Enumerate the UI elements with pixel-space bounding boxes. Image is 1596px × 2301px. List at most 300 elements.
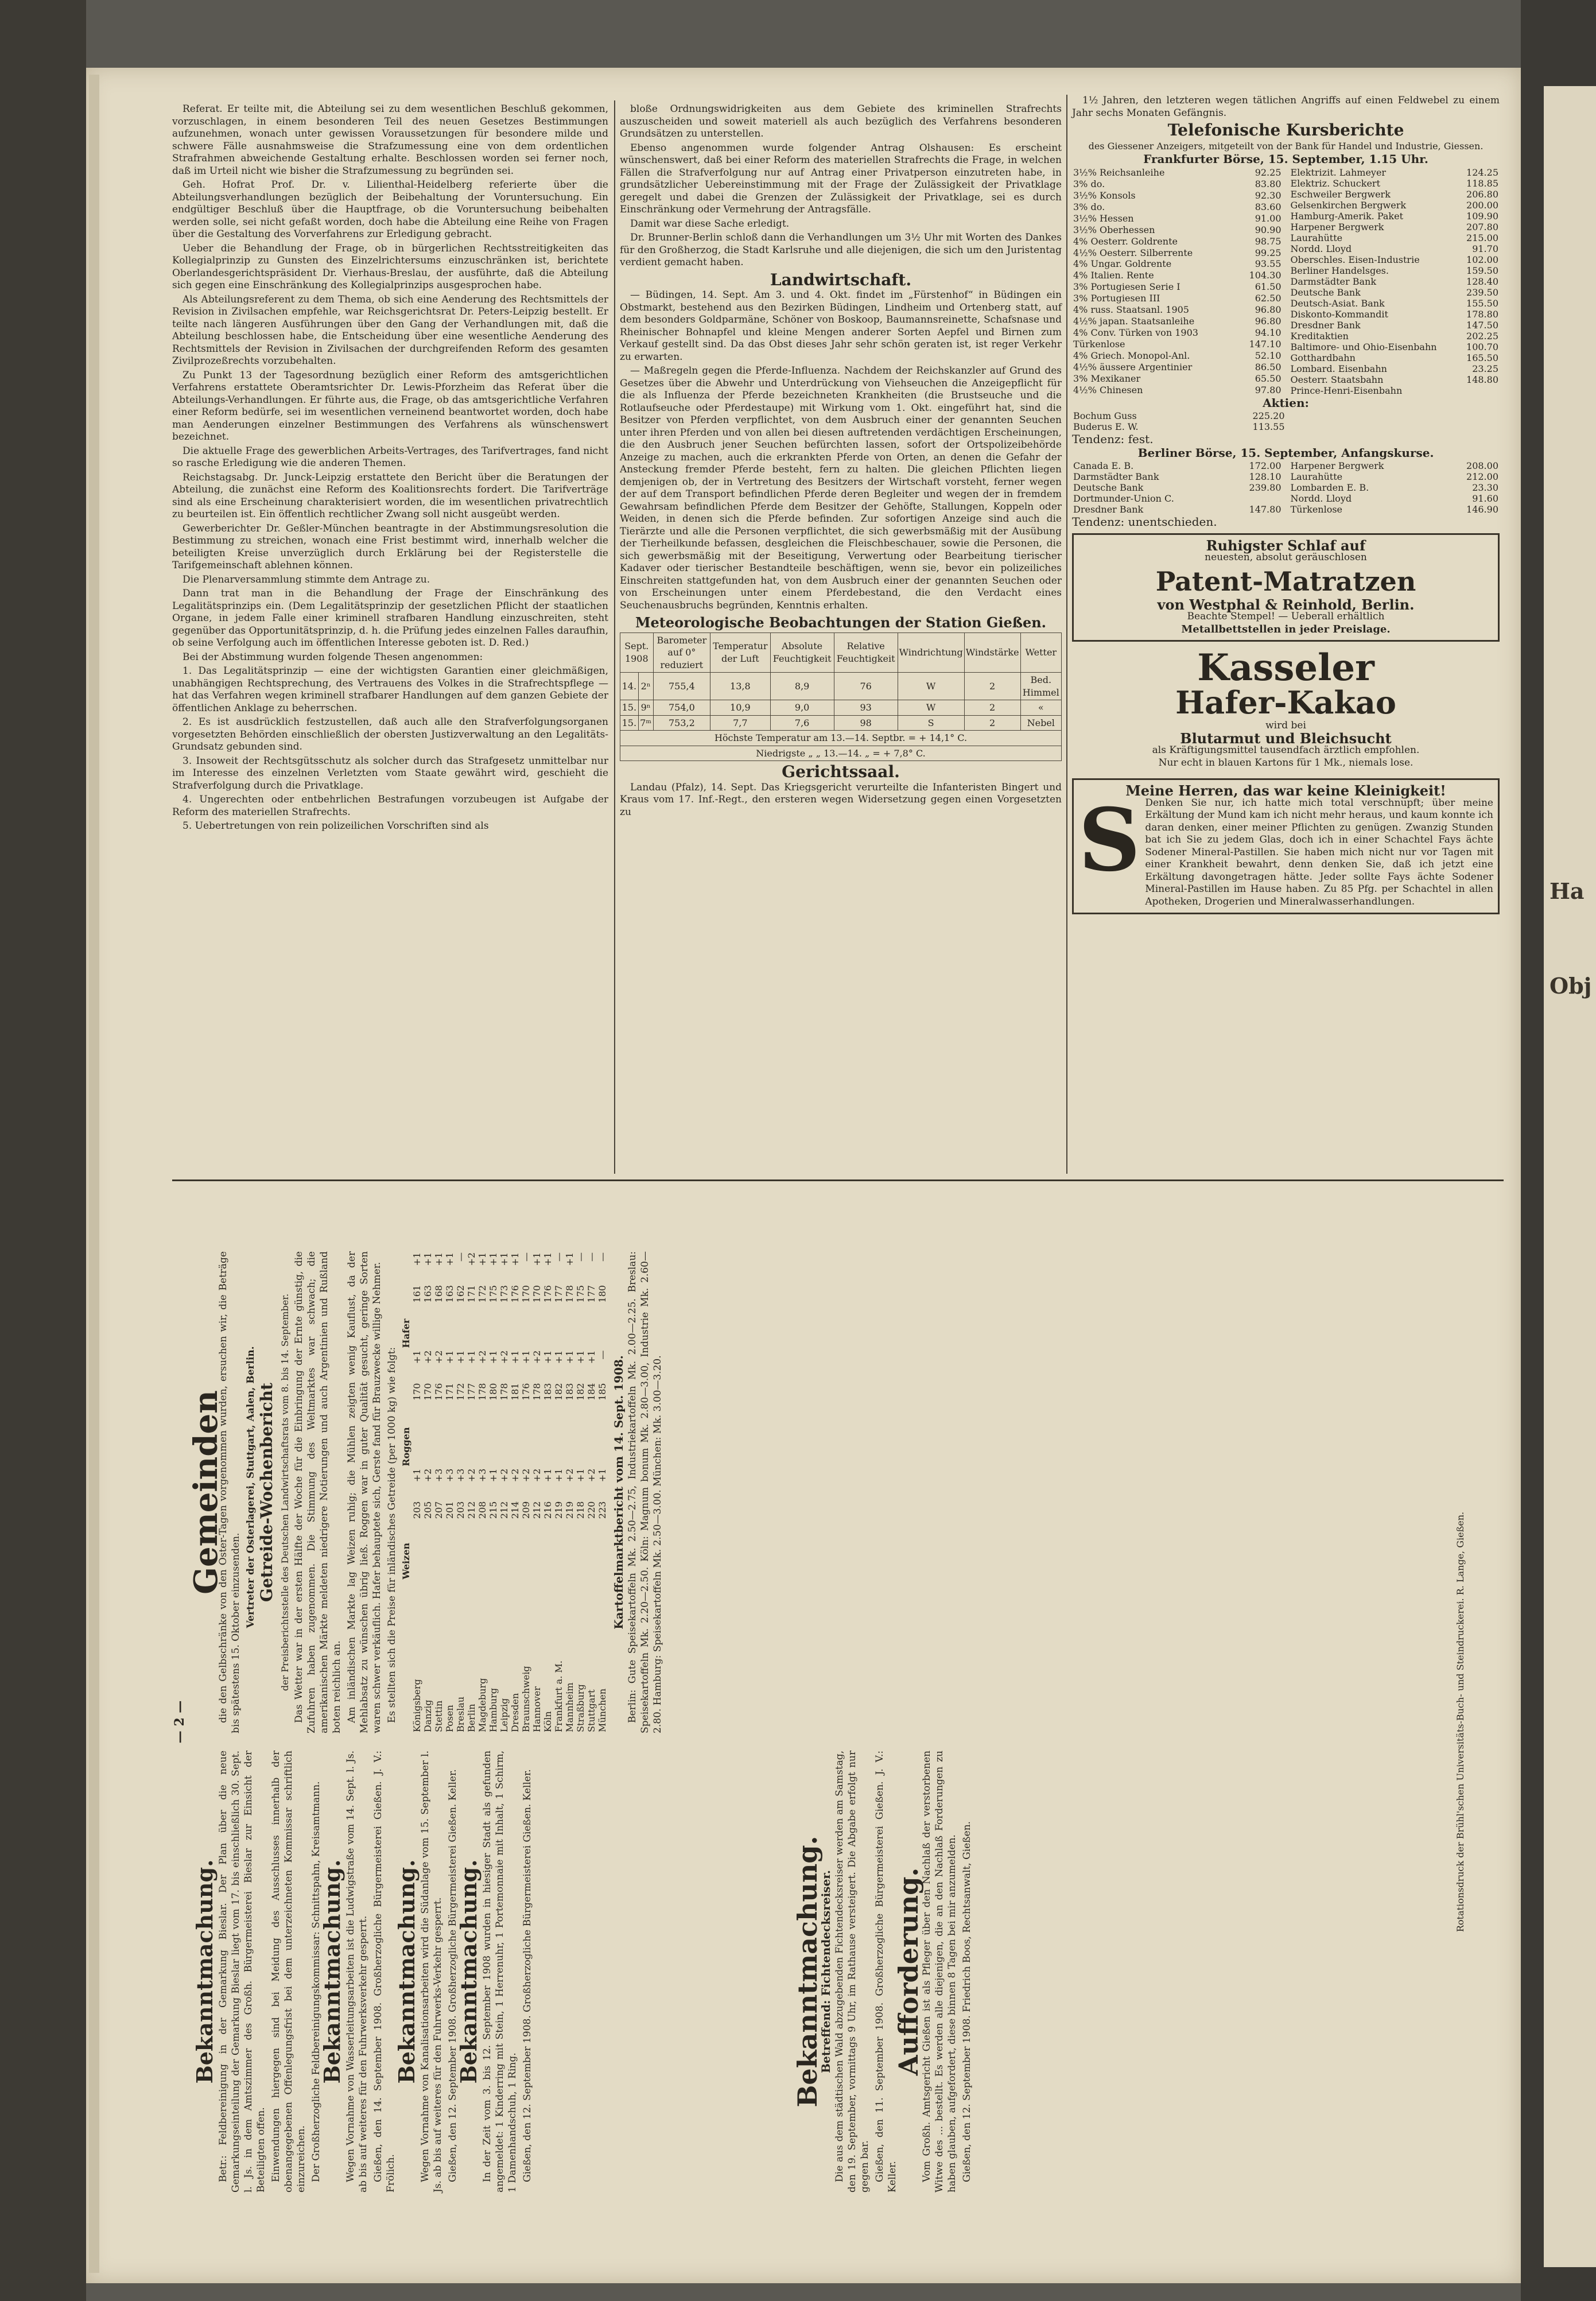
page-number: — 2 — (172, 1700, 187, 1744)
berlin-quotes (1072, 460, 1500, 515)
ad-line: als Kräftigungsmittel tausendfach ärztlich empfohlen. (1152, 744, 1420, 756)
column-middle (620, 103, 1062, 1171)
cell: +1 (510, 1350, 521, 1364)
cell: Deutsch-Asiat. Bank (1290, 297, 1385, 309)
cell: 159.50 (1466, 265, 1498, 276)
rotated-bottom-section (172, 1240, 1492, 2204)
cell: Elektrizit. Lahmeyer (1290, 166, 1387, 178)
cell: 155.50 (1466, 297, 1498, 309)
cell: Canada E. B. (1073, 460, 1134, 471)
cell: 212.00 (1466, 471, 1498, 482)
tendenz-text: Tendenz: unentschieden. (1072, 515, 1217, 529)
cell: 214 (510, 1501, 521, 1519)
column-rule (614, 100, 615, 1174)
cell: +2 (499, 1350, 510, 1364)
table-row (1072, 361, 1283, 372)
column-header: Wetter (1020, 633, 1061, 673)
cell: +2 (521, 1468, 531, 1483)
table-row (1290, 320, 1500, 331)
cell: 3% do. (1073, 178, 1105, 189)
cell: +2 (422, 1350, 433, 1364)
cell: 93 (834, 700, 898, 716)
cell: 239.80 (1249, 482, 1282, 493)
cell: — (597, 1252, 608, 1262)
heading-aufforderung: Aufforderung. (893, 1867, 924, 2076)
cell: Berlin (466, 1704, 477, 1732)
cell: 52.10 (1255, 350, 1282, 361)
heading-bekanntmachung: Bekanntmachung. (192, 1859, 218, 2084)
heading-gemeinden: Gemeinden (187, 1390, 225, 1594)
table-row (1290, 222, 1500, 232)
paragraph: Berlin: Gute Speisekartoffeln Mk. 2.50—2.75, Industriekartoffeln Mk. 2.00—2.25. Breslau: Speisekartoffeln Mk. 2.20—2.50. Köln: Magnum bonum Mk. 2.80—3.00, Industrie Mk. 2.60—2.80. Hamburg: Speisekartoffeln Mk. 2.50—3.00. München: Mk. 3.00—3.20. (627, 1251, 663, 1733)
cell: 4% Oesterr. Goldrente (1073, 235, 1178, 247)
cell: 206.80 (1466, 188, 1498, 200)
cell: 170 (411, 1383, 422, 1401)
heading-bekanntmachung: Bekanntmachung. (456, 1859, 481, 2084)
cell: +1 (444, 1252, 455, 1266)
cell: Niedrigste „ „ 13.—14. „ = + 7,8° C. (620, 746, 1062, 761)
table-row (1072, 247, 1283, 258)
ad-line: Nur echt in blauen Kartons für 1 Mk., niemals lose. (1158, 756, 1414, 769)
cell: 15. (620, 715, 639, 731)
cell: Oberschles. Eisen-Industrie (1290, 254, 1420, 265)
cell: 200.00 (1466, 199, 1498, 211)
cell: Stettin (433, 1700, 444, 1732)
cell: Dresdner Bank (1290, 319, 1361, 331)
table-footer-row (620, 731, 1062, 746)
table-row (1290, 200, 1500, 211)
cell: +1 (564, 1350, 575, 1364)
printer-imprint: Rotationsdruck der Brühl'schen Universitäts-Buch- und Steindruckerei. R. Lange, Gießen. (1455, 1511, 1466, 1933)
cell: +1 (477, 1252, 488, 1266)
cell: Türkenlose (1290, 504, 1343, 515)
paragraph: Wegen Vornahme von Wasserleitungsarbeiten ist die Ludwigstraße vom 14. Sept. l. Js. ab bis auf weiteres für den Fuhrwerksverkehr gesperrt. (345, 1751, 369, 2193)
cell: 178 (531, 1383, 542, 1401)
cell: Hamburg (488, 1687, 499, 1732)
cell: 100.70 (1466, 341, 1498, 352)
cell: 203 (455, 1501, 466, 1519)
paragraph: Vom Großh. Amtsgericht Gießen ist als Pfleger über den Nachlaß der verstorbenen Witwe des ... bestellt. Es werden alle diejenigen, die an den Nachlaß Forderungen zu haben glauben, aufgefordert, diese binnen 8 Tagen bei mir anzumelden. (921, 1751, 958, 2193)
cell: +3 (433, 1468, 444, 1483)
cell: +1 (586, 1350, 597, 1364)
cell: Laurahütte (1290, 471, 1343, 482)
table-row (1290, 352, 1500, 363)
cell: Leipzig (499, 1698, 510, 1732)
ad-title: Kasseler (1197, 646, 1374, 689)
table-row (444, 1251, 455, 1733)
cell: +1 (499, 1252, 510, 1266)
cell: 215 (488, 1501, 499, 1519)
cell: 4% Ungar. Goldrente (1073, 258, 1172, 270)
cell: 161 (411, 1285, 422, 1303)
column-header: Hafer (401, 1318, 411, 1348)
column-header: Windstärke (964, 633, 1020, 673)
cell: +2 (499, 1468, 510, 1483)
cell: Dortmunder-Union C. (1073, 493, 1174, 504)
cell: 185 (597, 1383, 608, 1401)
table-row (1290, 331, 1500, 342)
heading-bekanntmachung: Bekanntmachung. (319, 1859, 345, 2084)
cell: Harpener Bergwerk (1290, 460, 1384, 471)
cell: 170 (422, 1383, 433, 1401)
cell: Straßburg (575, 1684, 586, 1732)
table-row (1290, 276, 1500, 287)
cell: Berliner Handelsges. (1290, 265, 1389, 276)
heading-bekanntmachung: Bekanntmachung. (792, 1836, 823, 2108)
column-header: Relative Feuchtigkeit (834, 633, 898, 673)
cell: 182 (575, 1383, 586, 1401)
table-row (1072, 327, 1283, 339)
cell: +1 (510, 1252, 521, 1266)
thesis: 3. Insoweit der Rechtsgütsschutz als solcher durch das Strafgesetz unmittelbar nur im Interesse des einzelnen Verletzten vom Staate gewährt wird, geschieht die Strafverfolgung durch die Privatklage. (172, 755, 608, 791)
cell: 3% Portugiesen Serie I (1073, 281, 1181, 293)
ad-patent-matratzen (1072, 533, 1500, 642)
table-row (1072, 189, 1283, 201)
table-row (1072, 224, 1283, 235)
table-row (1290, 504, 1500, 515)
table-header (401, 1251, 411, 1733)
thesis: 4. Ungerechten oder entbehrlichen Bestrafungen vorzubeugen ist Aufgabe der Reform des materiellen Strafrechts. (172, 794, 608, 818)
cell: 147.50 (1466, 319, 1498, 331)
cell: Hannover (531, 1686, 542, 1732)
cell: 175 (575, 1285, 586, 1303)
cell: +1 (488, 1252, 499, 1266)
cell: Laurahütte (1290, 232, 1343, 243)
cell: 113.55 (1252, 421, 1285, 432)
table-row (1290, 471, 1500, 482)
cell: 4½% japan. Staatsanleihe (1073, 316, 1195, 327)
cell: 171 (466, 1285, 477, 1303)
cell: +1 (411, 1350, 422, 1364)
table-row (1072, 201, 1283, 212)
cell: +1 (488, 1468, 499, 1483)
ad-line: wird bei (1265, 720, 1306, 731)
cell: 23.30 (1472, 482, 1498, 493)
cell: 128.10 (1249, 471, 1282, 482)
berlin-left-table (1072, 460, 1283, 515)
cell: Türkenlose (1073, 339, 1125, 350)
table-row (1072, 384, 1283, 395)
cell: 212 (499, 1501, 510, 1519)
ad-line: Blutarmut und Bleichsucht (1180, 730, 1392, 747)
cell: +1 (521, 1350, 531, 1364)
cell: Buderus E. W. (1073, 421, 1139, 432)
cell: +1 (411, 1468, 422, 1483)
cell: Nordd. Lloyd (1290, 243, 1352, 254)
paragraph: Gießen, den 11. September 1908. Großherzogliche Bürgermeisterei Gießen. J. V.: Keller. (874, 1751, 898, 2193)
table-row (1072, 471, 1283, 482)
section-divider (172, 1179, 1504, 1181)
table-row (411, 1251, 422, 1733)
cell: +2 (586, 1468, 597, 1483)
paragraph: Landau (Pfalz), 14. Sept. Das Kriegsgericht verurteilte die Infanteristen Bingert und Kraus vom 17. Inf.-Regt., den ersteren wegen Widersetzung gegen einen Vorgesetzten zu (620, 781, 1062, 818)
cell: 3½% Konsols (1073, 189, 1136, 201)
column-header (401, 1581, 411, 1733)
table-row (1290, 265, 1500, 276)
cell: 171 (444, 1383, 455, 1401)
kursberichte-subtitle: des Giessener Anzeigers, mitgeteilt von der Bank für Handel und Industrie, Giessen. (1088, 140, 1484, 152)
cell: +2 (433, 1350, 444, 1364)
table-row (488, 1251, 499, 1733)
table-row (1072, 482, 1283, 493)
cell: Frankfurt a. M. (553, 1660, 564, 1732)
column-right (1072, 95, 1500, 1168)
cell: 2 (964, 673, 1020, 700)
cell: +1 (444, 1350, 455, 1364)
cell: 165.50 (1466, 352, 1498, 363)
cell: Eschweiler Bergwerk (1290, 188, 1391, 200)
paragraph: die den Gelbschränke von den Oster-Tagen vorgenommen wurden, ersuchen wir, die Beträge bis spätestens 15. Oktober einzusenden. (218, 1251, 242, 1733)
tendenz-text: Tendenz: fest. (1072, 432, 1154, 446)
cell: 207.80 (1466, 221, 1498, 232)
table-row (1072, 460, 1283, 471)
cell: +1 (542, 1252, 553, 1266)
paragraph: Ueber die Behandlung der Frage, ob in bürgerlichen Rechtsstreitigkeiten das Kollegialprinzip zu Gunsten des Einzelrichtersums einzuschränken ist, berichtete Oberlandesgerichtspräsident Dr. Vierhaus-Breslau, der ausführte, daß die Abteilung sich gegen eine Einschränkung des Kollegialprinzips ausgesprochen habe. (172, 242, 608, 291)
cell: +1 (531, 1252, 542, 1266)
cell: +1 (488, 1350, 499, 1364)
cell: Posen (444, 1705, 455, 1732)
paragraph: In der Zeit vom 3. bis 12. September 1908 wurden in hiesiger Stadt als gefunden angemeldet: 1 Kinderring mit Stein, 1 Herrenuhr, 1 Portemonnaie mit Inhalt, 1 Schirm, 1 Damenhandschuh, 1 Ring. (481, 1751, 518, 2193)
cell: +2 (466, 1252, 477, 1266)
cell: 3% do. (1073, 201, 1105, 212)
adjacent-page-fragment: Ha (1550, 878, 1585, 904)
cell: Darmstädter Bank (1290, 276, 1377, 287)
paragraph: Gewerberichter Dr. Geßler-München beantragte in der Abstimmungsresolution die Bestimmung zu streichen, wonach eine Frist bestimmt wird, innerhalb welcher die beteiligten Kreise unverzüglich durch Erklärung bei der Registerstelle die Tarifgemeinschaft ablehnen können. (172, 522, 608, 571)
table-row (1072, 235, 1283, 247)
cell: 220 (586, 1501, 597, 1519)
table-row (1290, 460, 1500, 471)
cell: 176 (521, 1383, 531, 1401)
paragraph: Ebenso angenommen wurde folgender Antrag Olshausen: Es erscheint wünschenswert, daß bei einer Reform des materiellen Strafrechts die Frage, in welchen Fällen die Strafverfolgung nur auf Antrag einer Privatperson einzutreten habe, in grundsätzlicher Uebereinstimmung mit der Frage der Zulässigkeit der Privatklage geregelt und dabei die Grenzen der Zulässigkeit der Privatklage, sei es durch Einschränkung oder Vermehrung der Antragsfälle. (620, 142, 1062, 215)
table-row (564, 1251, 575, 1733)
cell: 180 (597, 1285, 608, 1303)
column-header (401, 1468, 411, 1500)
heading-kartoffel: Kartoffelmarktbericht vom 14. Sept. 1908. (612, 1355, 626, 1629)
adjacent-page-strip (1544, 86, 1596, 2267)
cell: — (521, 1252, 531, 1262)
heading-kursberichte: Telefonische Kursberichte (1167, 121, 1404, 139)
exchange-quotes (1072, 167, 1500, 396)
cell: 147.80 (1249, 504, 1282, 515)
cell: Bochum Guss (1073, 410, 1137, 421)
ad-hafer-kakao (1072, 646, 1500, 774)
column-header (401, 1349, 411, 1382)
subheading: der Preisberichtsstelle des Deutschen Landwirtschaftsrats vom 8. bis 14. September. (279, 1293, 290, 1691)
paragraph: Gießen, den 12. September 1908. Großherzogliche Bürgermeisterei Gießen. Keller. (447, 1769, 459, 2182)
table-row (1072, 167, 1283, 179)
paragraph: bloße Ordnungswidrigkeiten aus dem Gebiete des kriminellen Strafrechts auszuscheiden und soweit materiell als auch bezüglich des Verfahrens besonderen Grundsätzen zu unterstellen. (620, 103, 1062, 139)
cell: 4% Italien. Rente (1073, 270, 1154, 281)
column-announcements-2 (792, 1751, 1446, 2193)
cell: 181 (510, 1383, 521, 1401)
cell: 3% Mexikaner (1073, 372, 1141, 384)
paragraph: Damit war diese Sache erledigt. (630, 218, 790, 230)
cell: 94.10 (1255, 327, 1282, 339)
cell: 163 (422, 1285, 433, 1303)
cell: 4% Conv. Türken von 1903 (1073, 327, 1198, 339)
cell: 15. (620, 700, 639, 716)
cell: Deutsche Bank (1073, 482, 1144, 493)
cell: +1 (575, 1468, 586, 1483)
cell: +1 (553, 1468, 564, 1483)
cell: 209 (521, 1501, 531, 1519)
column-announcements (192, 1751, 780, 2193)
scan-background-left (0, 0, 86, 2301)
adjacent-page-fragment: Obj (1550, 973, 1592, 999)
ad-text: Denken Sie nur, ich hatte mich total verschnupft; über meine Erkältung der Mund kam ich nicht mehr heraus, und kaum konnte ich daran denken, einer meiner Pflichten zu genügen. Zwanzig Stunden bat ich Sie zu jedem Glas, doch ich in einer Schachtel Fays ächte Sodener Mineral-Pastillen. Sie haben mich nicht nur vor Tagen mit einer Krankheit bewahrt, denn denken Sie, daß ich jetzt eine Erkältung davongetragen hätte. Jeder sollte Fays ächte Sodener Mineral-Pastillen im Hause haben. Zu 85 Pfg. per Schachtel in allen Apotheken, Drogerien und Mineralwasserhandlungen. (1145, 797, 1493, 907)
cell: 109.90 (1466, 210, 1498, 222)
table-row (510, 1251, 521, 1733)
cell: Hamburg-Amerik. Paket (1290, 210, 1404, 222)
cell: 83.80 (1255, 178, 1282, 189)
paragraph: Zu Punkt 13 der Tagesordnung bezüglich einer Reform des amtsgerichtlichen Verfahrens erstattete Oberamtsrichter Dr. Lewis-Pforzheim das Referat über die Abteilungs-Verhandlungen. Er führte aus, die Frage, ob das amtsgerichtliche Verfahren einer Reform bedürfe, sei im wesentlichen verneinend beantwortet worden, doch habe man Aenderungen einzelner Bestimmungen des Verfahrens als wünschenswert bezeichnet. (172, 369, 608, 443)
paragraph: Reichstagsabg. Dr. Junck-Leipzig erstattete den Bericht über die Beratungen der Abteilung, die zunächst eine Reform des Koalitionsrechts fordert. Die Tarifverträge sind als eine Erscheinung charakterisiert worden, die im wesentlichen privatrechtlich zu beurteilen ist. Ein öffentlich rechtlicher Zwang soll nicht ausgeübt werden. (172, 471, 608, 520)
cell: 3½% Oberhessen (1073, 224, 1155, 235)
cell: 3½% Reichsanleihe (1073, 166, 1165, 178)
cell: 223 (597, 1501, 608, 1519)
section-heading-landwirtschaft: Landwirtschaft. (770, 270, 912, 289)
cell: Magdeburg (477, 1678, 488, 1732)
cell: +1 (564, 1252, 575, 1266)
paragraph: Die aus dem städtischen Wald abzugebenden Fichtendecksreiser werden am Samstag, den 19. September, vormittags 9 Uhr, im Rathause versteigert. Die Abgabe erfolgt nur gegen bar. (834, 1751, 871, 2193)
column-juristentag (172, 103, 608, 1171)
cell: 99.25 (1255, 247, 1282, 258)
berlin-heading: Berliner Börse, 15. September, Anfangskurse. (1137, 445, 1434, 460)
cell: 168 (433, 1285, 444, 1303)
column-header: Windrichtung (898, 633, 964, 673)
cell: 3½% Hessen (1073, 212, 1134, 224)
cell: 225.20 (1252, 410, 1285, 421)
cell: 10,9 (710, 700, 770, 716)
cell: 176 (510, 1285, 521, 1303)
table-row (542, 1251, 553, 1733)
cell: 9,0 (770, 700, 834, 716)
paragraph: Gießen, den 12. September 1908. Großherzogliche Bürgermeisterei Gießen. Keller. (522, 1769, 533, 2182)
paragraph: Vertreter der Osterlagerei, Stuttgart, Aalen, Berlin. (245, 1346, 257, 1628)
table-row (531, 1251, 542, 1733)
table-row (1290, 189, 1500, 200)
frankfurt-heading: Frankfurter Börse, 15. September, 1.15 Uhr. (1143, 152, 1428, 166)
cell: +1 (575, 1350, 586, 1364)
cell: 62.50 (1255, 293, 1282, 304)
table-row (466, 1251, 477, 1733)
cell: Deutsche Bank (1290, 286, 1361, 298)
paragraph: Die aktuelle Frage des gewerblichen Arbeits-Vertrages, des Tarifvertrages, fand nicht so rasche Erledigung wie die anderen Themen. (172, 445, 608, 469)
cell: 2 (964, 700, 1020, 716)
cell: Nebel (1020, 715, 1061, 731)
paragraph: Dr. Brunner-Berlin schloß dann die Verhandlungen um 3½ Uhr mit Worten des Dankes für den Großherzog, die Stadt Karlsruhe und alle diejenigen, die sich um den Juristentag verdient gemacht haben. (620, 232, 1062, 268)
paragraph: Der Großherzogliche Feldbereinigungskommissar: Schnittspahn, Kreisamtmann. (310, 1781, 322, 2182)
cell: 180 (488, 1383, 499, 1401)
cell: 178 (477, 1383, 488, 1401)
cell: Gelsenkirchen Bergwerk (1290, 199, 1407, 211)
table-row (620, 673, 1062, 700)
cell: 97.80 (1255, 384, 1282, 395)
paragraph: Geh. Hofrat Prof. Dr. v. Lilienthal-Heidelberg referierte über die Abteilungsverhandlungen bezüglich der Beibehaltung der Voruntersuchung. Ein endgültiger Beschluß über die Hauptfrage, ob die Voruntersuchung beibehalten werden solle, sei nicht gefaßt worden, doch habe die Abteilung eine Reihe von Fragen über die Gestaltung des Vorverfahrens zur Erledigung gebracht. (172, 179, 608, 240)
cell: 178 (499, 1383, 510, 1401)
cell: 4½% äussere Argentinier (1073, 361, 1193, 372)
paragraph: Einwendungen hiergegen sind bei Meidung des Ausschlusses innerhalb der obenangegebenen Offenlegungsfrist bei dem unterzeichneten Kommissar schriftlich einzureichen. (270, 1751, 307, 2193)
ad-title: Hafer-Kakao (1175, 684, 1396, 721)
cell: +2 (477, 1350, 488, 1364)
cell: Elektriz. Schuckert (1290, 177, 1380, 189)
quotes-right-table (1290, 167, 1500, 396)
cell: 92.25 (1255, 166, 1282, 178)
paragraph: Gießen, den 14. September 1908. Großherzogliche Bürgermeisterei Gießen. J. V.: Frölich. (372, 1751, 397, 2193)
cell: 218 (575, 1501, 586, 1519)
cell: 184 (586, 1383, 597, 1401)
thesis: 5. Uebertretungen von rein polizeilichen Vorschriften sind als (182, 820, 489, 832)
column-header: Absolute Feuchtigkeit (770, 633, 834, 673)
cell: Höchste Temperatur am 13.—14. Septbr. = + 14,1° C. (620, 731, 1062, 746)
table-row (499, 1251, 510, 1733)
cell: 172 (477, 1285, 488, 1303)
cell: 208 (477, 1501, 488, 1519)
cell: 9ⁿ (638, 700, 653, 716)
cell: 754,0 (653, 700, 710, 716)
table-row (1072, 304, 1283, 316)
cell: 4½% Chinesen (1073, 384, 1143, 395)
section-heading-meteorology: Meteorologische Beobachtungen der Station Gießen. (635, 614, 1047, 631)
cell: W (898, 700, 964, 716)
heading-bekanntmachung: Bekanntmachung. (394, 1859, 420, 2084)
table-row (1072, 372, 1283, 384)
cell: 7,7 (710, 715, 770, 731)
cell: 4% Griech. Monopol-Anl. (1073, 350, 1190, 361)
cell: +1 (455, 1350, 466, 1364)
table-row (1290, 363, 1500, 374)
cell: 239.50 (1466, 286, 1498, 298)
table-row (1290, 211, 1500, 222)
cell: Darmstädter Bank (1073, 471, 1159, 482)
table-row (1072, 270, 1283, 281)
cell: Danzig (422, 1699, 433, 1732)
paragraph: Es stellten sich die Preise für inländisches Getreide (per 1000 kg) wie folgt: (386, 1347, 398, 1723)
table-row (620, 700, 1062, 716)
cell: 96.80 (1255, 316, 1282, 327)
cell: +2 (531, 1468, 542, 1483)
cell (1460, 385, 1500, 396)
cell: 208.00 (1466, 460, 1498, 471)
cell: 147.10 (1249, 339, 1282, 350)
cell: « (1020, 700, 1061, 716)
table-row (1072, 410, 1286, 421)
table-row (477, 1251, 488, 1733)
cell: 170 (521, 1285, 531, 1303)
cell: +2 (510, 1468, 521, 1483)
cell: Prince-Henri-Eisenbahn (1290, 385, 1403, 396)
cell: 202.25 (1466, 330, 1498, 342)
table-row (553, 1251, 564, 1733)
cell: 183 (564, 1383, 575, 1401)
paragraph: Das Wetter war in der ersten Hälfte der Woche für die Einbringung der Ernte günstig, die Zufuhren haben zugenommen. Die Stimmung des Weltmarktes war schwach; die amerikanischen Märkte meldeten niedrigere Notierungen und auch Argentinien und Rußland boten reichlich an. (293, 1251, 343, 1733)
cell: 4½% Oesterr. Silberrente (1073, 247, 1193, 258)
column-header: Sept. 1908 (620, 633, 654, 673)
cell: Nordd. Lloyd (1290, 493, 1352, 504)
cell: 65.50 (1255, 372, 1282, 384)
cell: — (553, 1252, 564, 1262)
table-row (1290, 178, 1500, 189)
cell: 755,4 (653, 673, 710, 700)
table-footer-row (620, 746, 1062, 761)
section-heading-gerichtssaal: Gerichtssaal. (782, 762, 900, 781)
table-row (586, 1251, 597, 1733)
cell: Stuttgart (586, 1689, 597, 1732)
cell: 177 (553, 1285, 564, 1303)
paragraph: Am inländischen Markte lag Weizen ruhig; die Mühlen zeigten wenig Kauflust, da der Mehlabsatz zu wünschen übrig ließ. Roggen war in guter Qualität gesucht, geringe Sorten waren schwer verkäuflich. Hafer behauptete sich, Gerste fand für Brauzwecke willige Nehmer. (346, 1251, 383, 1733)
cell (1230, 493, 1283, 504)
table-row (455, 1251, 466, 1733)
